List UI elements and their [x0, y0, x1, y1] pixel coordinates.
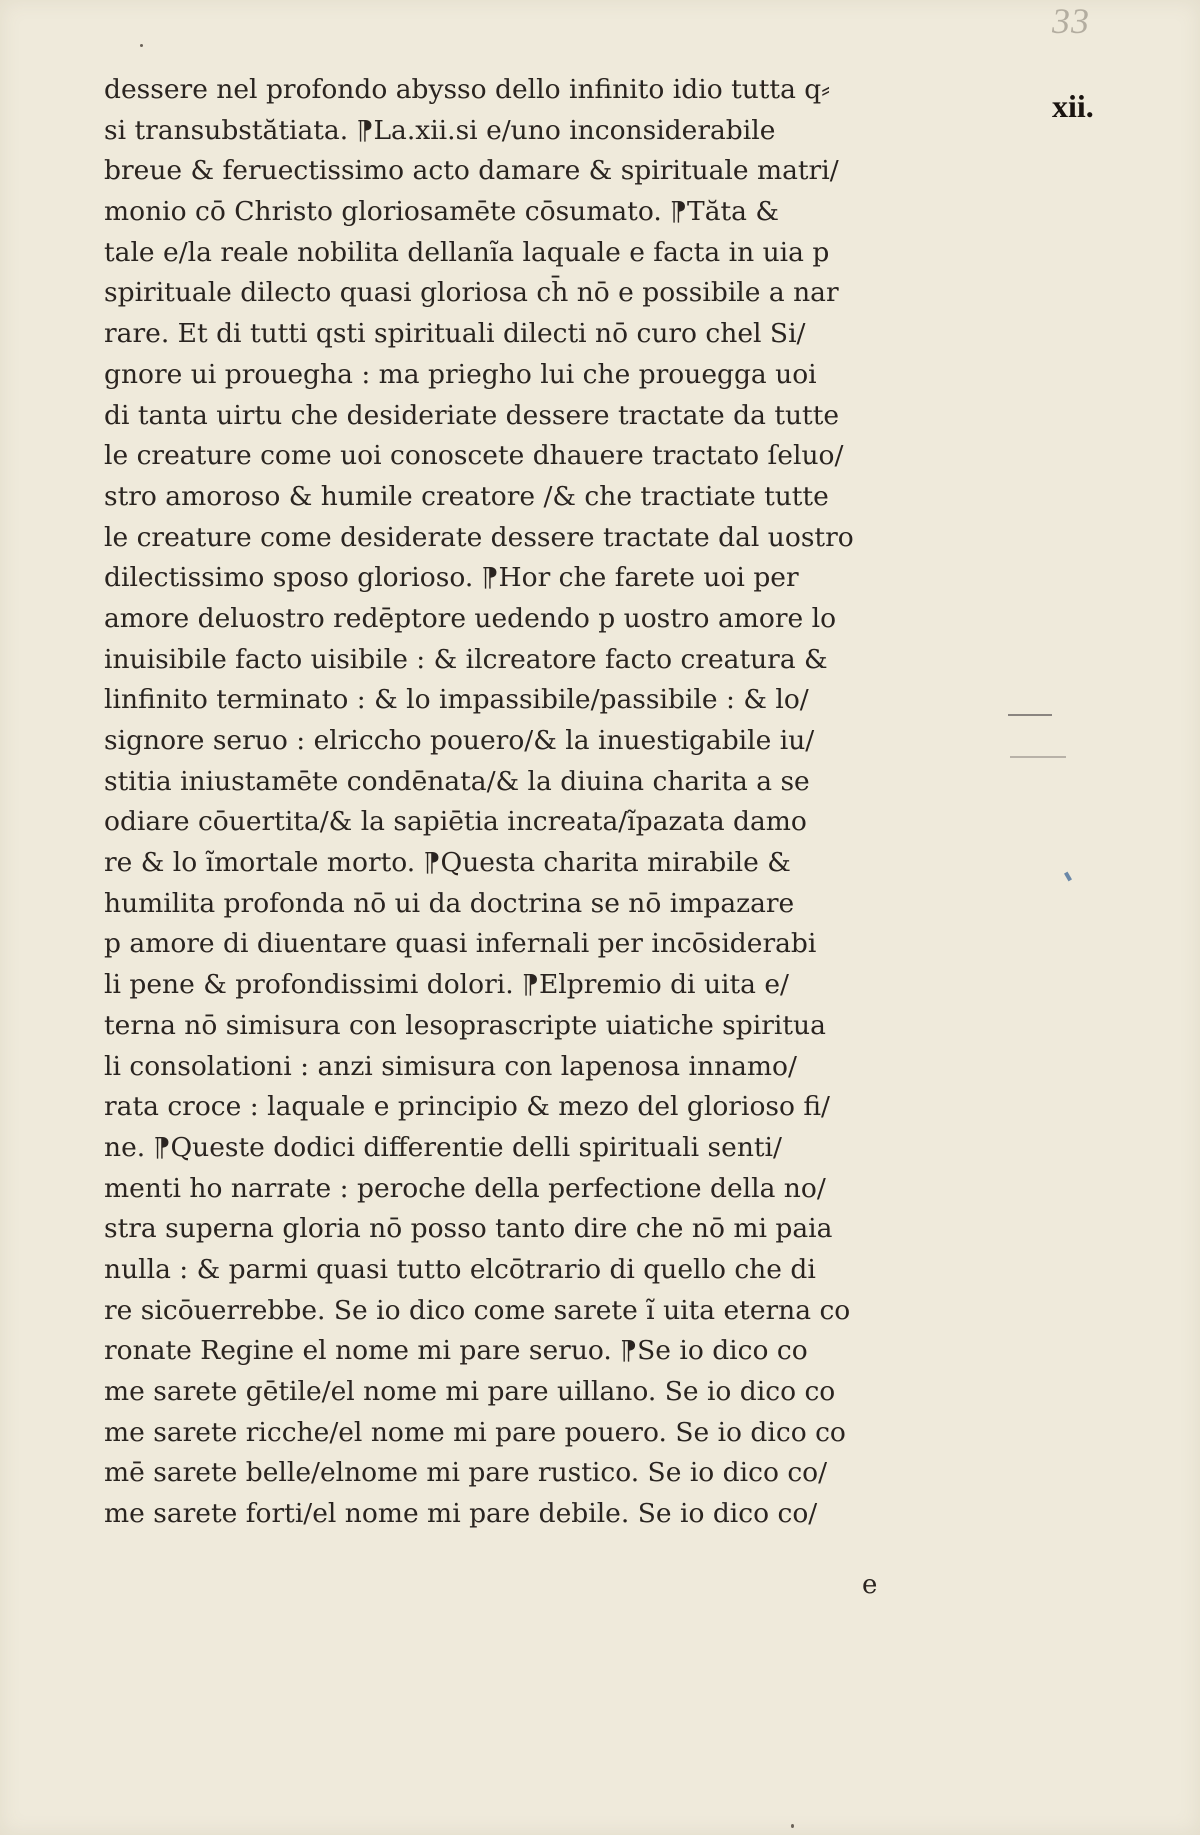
text-line: li consolationi : anzi simisura con lapenosa innamo/ — [104, 1050, 797, 1082]
text-line: mē sarete belle/elnome mi pare rustico. Se io dico co/ — [104, 1457, 828, 1489]
text-line: ronate Regine el nome mi pare seruo. ⁋Se io dico co — [104, 1335, 808, 1367]
text-line: humilita profonda nō ui da doctrina se nō impazare — [104, 887, 795, 919]
text-line: menti ho narrate : peroche della perfectione della no/ — [104, 1172, 826, 1204]
text-line: terna nō simisura con lesoprascripte uiatiche spiritua — [104, 1009, 826, 1041]
text-line: ne. ⁋Queste dodici differentie delli spirituali senti/ — [104, 1131, 782, 1163]
text-line: signore seruo : elriccho pouero/& la inuestigabile iu/ — [104, 725, 815, 756]
text-line: re & lo ĩmortale morto. ⁋Questa charita mirabile & — [104, 847, 791, 879]
margin-mark — [1010, 756, 1066, 758]
text-line: me sarete gētile/el nome mi pare uillano. Se io dico co — [104, 1376, 836, 1407]
margin-mark — [1064, 872, 1072, 882]
text-line: di tanta uirtu che desideriate dessere tractate da tutte — [104, 399, 840, 431]
text-line: stitia iniustamēte condēnata/& la diuina charita a se — [104, 765, 810, 797]
text-line: breue & feruectissimo acto damare & spirituale matri/ — [104, 155, 839, 187]
text-line: dessere nel profondo abysso dello infinito idio tutta q⸗ — [104, 74, 831, 105]
ink-speck — [791, 1824, 794, 1828]
text-line: le creature come uoi conoscete dhauere tractato ſeluo/ — [104, 440, 844, 472]
text-line: dilectissimo sposo glorioso. ⁋Hor che farete uoi per — [104, 562, 799, 594]
text-line: linfinito terminato : & lo impassibile/passibile : & lo/ — [104, 684, 809, 716]
text-line: me sarete ricche/el nome mi pare pouero. Se io dico co — [104, 1416, 846, 1448]
text-line: me sarete forti/el nome mi pare debile. Se io dico co/ — [104, 1498, 818, 1530]
text-line: stro amoroso & humile creatore /& che tractiate tutte — [104, 480, 829, 512]
ink-speck — [140, 44, 143, 47]
text-line: li pene & profondissimi dolori. ⁋Elpremio di uita e/ — [104, 969, 789, 1001]
text-line: spirituale dilecto quasi gloriosa ch̄ nō e possibile a nar — [104, 277, 839, 309]
text-line: inuisibile facto uisibile : & ilcreatore facto creatura & — [104, 643, 828, 675]
text-line: rata croce : laquale e principio & mezo del glorioso fi/ — [104, 1091, 830, 1123]
folio-number: xii. — [1052, 88, 1094, 124]
text-line: stra superna gloria nō posso tanto dire che nō mi paia — [104, 1213, 833, 1245]
text-line: p amore di diuentare quasi infernali per incōsiderabi — [104, 928, 817, 960]
text-line: rare. Et di tutti qsti spirituali dilecti nō curo chel Si/ — [104, 318, 806, 350]
text-line: amore deluostro redēptore uedendo p uostro amore lo — [104, 602, 837, 634]
text-line: tale e/la reale nobilita dellanĩa laquale e facta in uia p — [104, 236, 830, 268]
text-line: nulla : & parmi quasi tutto elcōtrario di quello che di — [104, 1253, 816, 1285]
margin-mark — [1008, 714, 1052, 716]
text-line: re sicōuerrebbe. Se io dico come sarete ĩ uita eterna co — [104, 1294, 851, 1326]
text-line: le creature come desiderate dessere tractate dal uostro — [104, 521, 854, 553]
text-line: si transubstătiata. ⁋La.xii.si e/uno inconsiderabile — [104, 114, 776, 146]
text-line: gnore ui prouegha : ma priegho lui che prouegga uoi — [104, 358, 817, 390]
text-line: monio cō Christo gloriosamēte cōsumato. ⁋Tăta & — [104, 196, 779, 228]
text-block — [104, 70, 994, 1535]
catchword: e — [862, 1570, 878, 1600]
pencil-page-number: 33 — [1052, 1, 1090, 41]
text-line: odiare cōuertita/& la sapiētia increata/ĩpazata damo — [104, 806, 807, 838]
